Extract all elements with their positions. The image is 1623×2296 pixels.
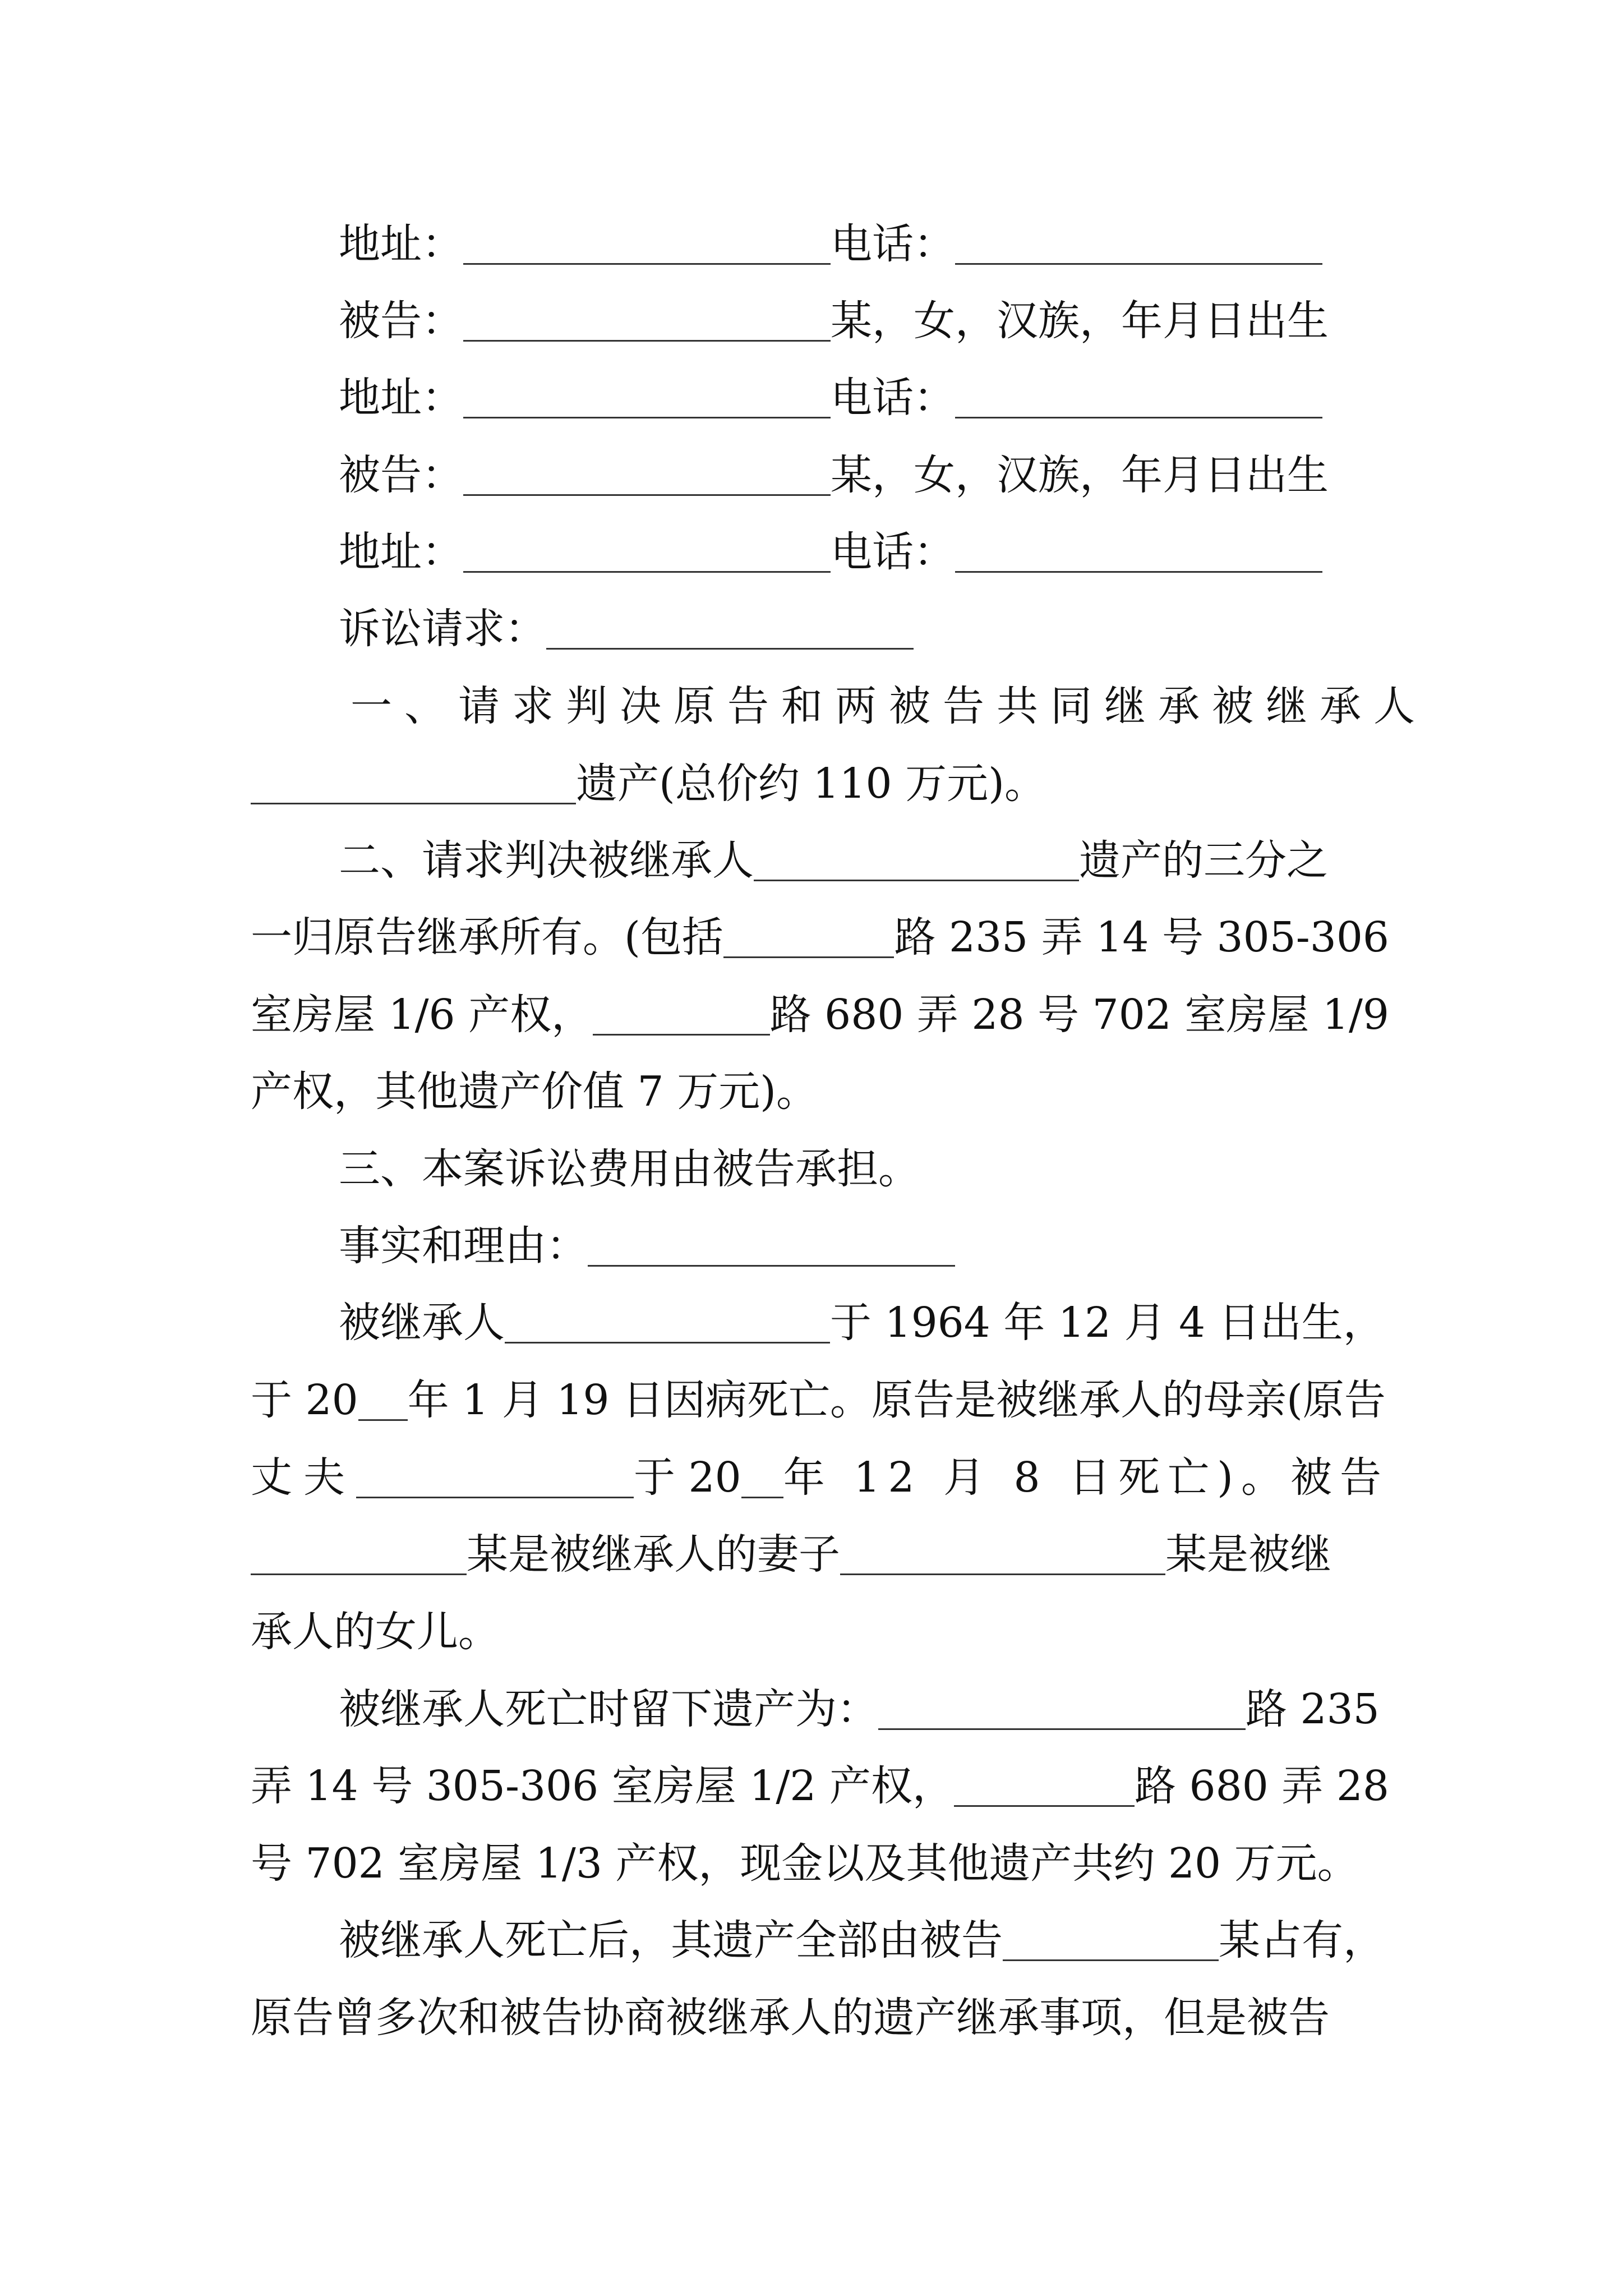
blank-field [463, 458, 831, 496]
address-label: 地址： [339, 528, 463, 576]
facts-text: 丈夫 [251, 1453, 356, 1502]
blank-field [840, 1538, 1165, 1575]
facts-p2-line-3 [251, 1839, 1389, 1888]
claim-2-text: 室房屋 1/6 产权， [251, 991, 593, 1039]
claim-2-line-2 [251, 913, 1389, 961]
blank-field [463, 381, 831, 418]
address-line-2 [339, 374, 1389, 422]
blank-field [741, 1461, 783, 1498]
blank-field [754, 844, 1079, 881]
claim-1-text: 一、请求判决原告和两被告共同继承被继承人 [351, 682, 1427, 730]
blank-field [463, 535, 831, 573]
address-label: 地址： [339, 220, 463, 268]
blank-field [251, 1538, 467, 1575]
defendant-line-2 [339, 451, 1389, 499]
claim-1-line-1 [351, 682, 1427, 730]
facts-text: 路 235 [1246, 1685, 1380, 1733]
facts-text: 某是被继承人的妻子 [467, 1530, 840, 1579]
blank-field [251, 767, 576, 804]
facts-text: 某是被继 [1165, 1530, 1331, 1579]
defendant-info: 某，女，汉族，年月日出生 [831, 297, 1329, 345]
facts-text: 原告曾多次和被告协商被继承人的遗产继承事项，但是被告 [251, 1994, 1330, 2042]
claims-heading [339, 605, 1389, 653]
facts-text: 被继承人死亡后，其遗产全部由被告 [339, 1916, 1003, 1964]
claim-3 [339, 1145, 1389, 1193]
blank-field [505, 1306, 830, 1343]
blank-field [588, 1229, 955, 1267]
blank-field [955, 381, 1322, 418]
facts-p1-line-3 [251, 1453, 1389, 1502]
blank-field [723, 921, 895, 958]
facts-text: 年 1 月 19 日因病死亡。原告是被继承人的母亲(原告 [407, 1376, 1386, 1424]
blank-field [593, 998, 769, 1036]
defendant-line-1 [339, 297, 1389, 345]
defendant-info: 某，女，汉族，年月日出生 [831, 451, 1329, 499]
facts-p3-line-1 [339, 1916, 1389, 1964]
claim-2-text: 二、请求判决被继承人 [339, 836, 754, 885]
claim-2-text: 一归原告继承所有。(包括 [251, 913, 723, 961]
facts-text: 于 20 [251, 1376, 358, 1424]
facts-text: 号 702 室房屋 1/3 产权，现金以及其他遗产共约 20 万元。 [251, 1839, 1359, 1888]
facts-text: 被继承人 [339, 1299, 505, 1347]
facts-text: 弄 14 号 305-306 室房屋 1/2 产权， [251, 1762, 954, 1810]
claim-2-text: 产权，其他遗产价值 7 万元)。 [251, 1068, 818, 1116]
facts-text: 承人的女儿。 [251, 1608, 500, 1656]
blank-field [955, 227, 1322, 265]
facts-text: 于 20 [634, 1453, 741, 1502]
address-line-3 [339, 528, 1389, 576]
facts-p2-line-1 [339, 1685, 1389, 1733]
facts-heading [339, 1222, 1389, 1270]
address-line-1 [339, 220, 1389, 268]
blank-field [955, 535, 1322, 573]
address-label: 地址： [339, 374, 463, 422]
claim-2-line-4 [251, 1068, 1389, 1116]
blank-field [546, 612, 914, 650]
defendant-label: 被告： [339, 297, 463, 345]
facts-p1-line-5 [251, 1608, 1389, 1656]
facts-text: 年 12 月 8 日死亡)。被告 [783, 1453, 1389, 1502]
facts-text: 被继承人死亡时留下遗产为： [339, 1685, 878, 1733]
facts-text: 某占有， [1219, 1916, 1385, 1964]
facts-p1-line-4 [251, 1530, 1389, 1579]
facts-p1-line-2 [251, 1376, 1389, 1424]
claims-label: 诉讼请求： [339, 605, 546, 653]
claim-1-line-2 [251, 760, 1389, 808]
claim-2-text: 路 235 弄 14 号 305-306 [894, 913, 1389, 961]
phone-label: 电话： [831, 528, 955, 576]
phone-label: 电话： [831, 374, 955, 422]
phone-label: 电话： [831, 220, 955, 268]
facts-p2-line-2 [251, 1762, 1389, 1810]
claim-2-line-3 [251, 991, 1389, 1039]
blank-field [878, 1692, 1246, 1730]
facts-label: 事实和理由： [339, 1222, 588, 1270]
defendant-label: 被告： [339, 451, 463, 499]
blank-field [1003, 1924, 1219, 1961]
blank-field [463, 227, 831, 265]
facts-p3-line-2 [251, 1994, 1389, 2042]
blank-field [954, 1769, 1135, 1807]
facts-text: 路 680 弄 28 [1135, 1762, 1389, 1810]
claim-2-text: 遗产的三分之 [1079, 836, 1328, 885]
claim-2-line-1 [339, 836, 1389, 885]
blank-field [356, 1461, 634, 1498]
claim-3-text: 三、本案诉讼费用由被告承担。 [339, 1145, 920, 1193]
claim-1-text-2: 遗产(总价约 110 万元)。 [576, 760, 1046, 808]
blank-field [358, 1383, 408, 1421]
facts-p1-line-1 [339, 1299, 1389, 1347]
facts-text: 于 1964 年 12 月 4 日出生， [830, 1299, 1385, 1347]
claim-2-text: 路 680 弄 28 号 702 室房屋 1/9 [769, 991, 1389, 1039]
blank-field [463, 304, 831, 342]
